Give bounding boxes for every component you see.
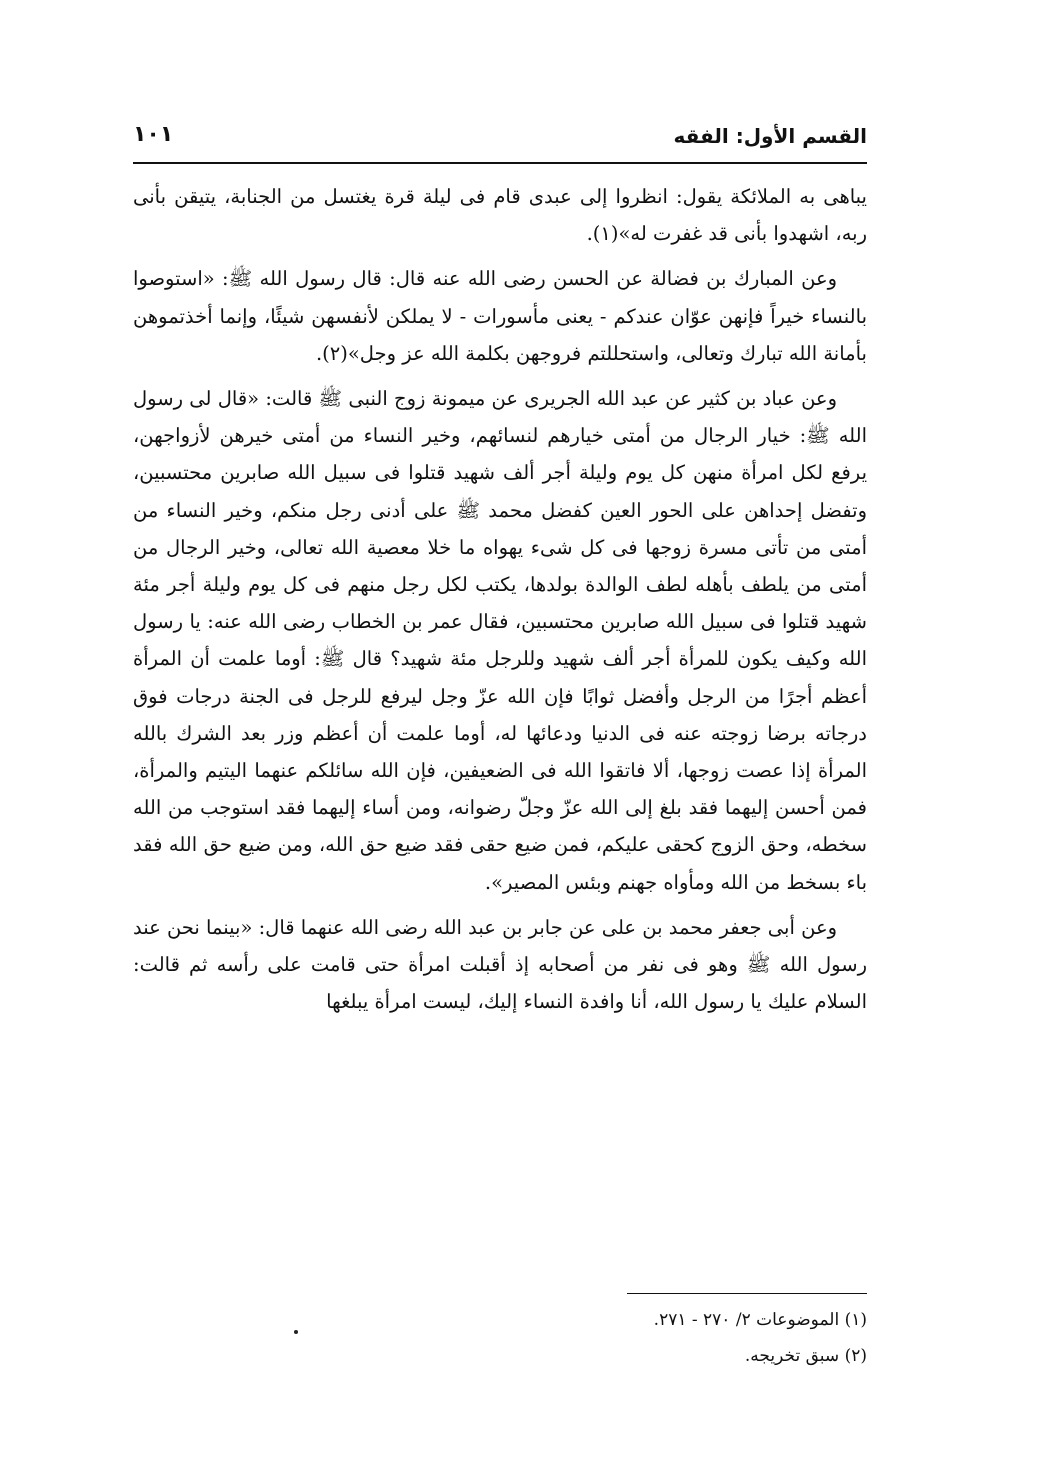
page-number: ١٠١ [133, 122, 174, 147]
paragraph-3: وعن عباد بن كثير عن عبد الله الجريرى عن ميمونة زوج النبى ﷺ قالت: «قال لى رسول الله ﷺ: خيار الرجال من أمتى خيارهم لنسائهم، وخير النساء من أمتى خيرهن لأزواجهن، يرفع لكل امرأة منهن كل يوم وليلة أجر ألف شهيد قتلوا فى سبيل الله صابرين محتسبين، وتفضل إحداهن على الحور العين كفضل محمد ﷺ على أدنى رجل منكم، وخير النساء من أمتى من تأتى مسرة زوجها فى كل شىء يهواه ما خلا معصية الله تعالى، وخير الرجال من أمتى من يلطف بأهله لطف الوالدة بولدها، يكتب لكل رجل منهم فى كل يوم وليلة أجر مئة شهيد قتلوا فى سبيل الله صابرين محتسبين، فقال عمر بن الخطاب رضى الله عنه: يا رسول الله وكيف يكون للمرأة أجر ألف شهيد وللرجل مئة شهيد؟ قال ﷺ: أوما علمت أن المرأة أعظم أجرًا من الرجل وأفضل ثوابًا فإن الله عزّ وجل ليرفع للرجل فى الجنة درجات فوق درجاته برضا زوجته عنه فى الدنيا ودعائها له، أوما علمت أن أعظم وزر بعد الشرك بالله المرأة إذا عصت زوجها، ألا فاتقوا الله فى الضعيفين، فإن الله سائلكم عنهما اليتيم والمرأة، فمن أحسن إليهما فقد بلغ إلى الله عزّ وجلّ رضوانه، ومن أساء إليهما فقد استوجب من الله سخطه، وحق الزوج كحقى عليكم، فمن ضيع حقى فقد ضيع حق الله، ومن ضيع حق الله فقد باء بسخط من الله ومأواه جهنم وبئس المصير». [133, 387, 867, 894]
footnote-2: (٢) سبق تخريجه. [744, 1346, 867, 1366]
footnotes [133, 1302, 867, 1374]
body-text [133, 178, 867, 1028]
paragraph-4: وعن أبى جعفر محمد بن على عن جابر بن عبد الله رضى الله عنهما قال: «بينما نحن عند رسول الله ﷺ وهو فى نفر من أصحابه إذ أقبلت امرأة حتى قامت على رأسه ثم قالت: السلام عليك يا رسول الله، أنا وافدة النساء إليك، ليست امرأة يبلغها [133, 915, 867, 1014]
paragraph-2: وعن المبارك بن فضالة عن الحسن رضى الله عنه قال: قال رسول الله ﷺ: «استوصوا بالنساء خيراً فإنهن عوّان عندكم - يعنى مأسورات - لا يملكن لأنفسهن شيئًا، وإنما أخذتموهن بأمانة الله تبارك وتعالى، واستحللتم فروجهن بكلمة الله عز وجل»(٢). [133, 267, 867, 365]
page-header [133, 118, 867, 162]
paragraph-1: يباهى به الملائكة يقول: انظروا إلى عبدى قام فى ليلة قرة يغتسل من الجنابة، يتيقن بأنى ربه، اشهدوا بأنى قد غفرت له»(١). [133, 185, 867, 246]
footnote-divider [627, 1293, 867, 1294]
section-title: القسم الأول: الفقه [673, 124, 867, 148]
footnote-1: (١) الموضوعات ٢/ ٢٧٠ - ٢٧١. [653, 1310, 867, 1330]
stray-dot-mark [294, 1330, 298, 1334]
header-divider [133, 162, 867, 164]
